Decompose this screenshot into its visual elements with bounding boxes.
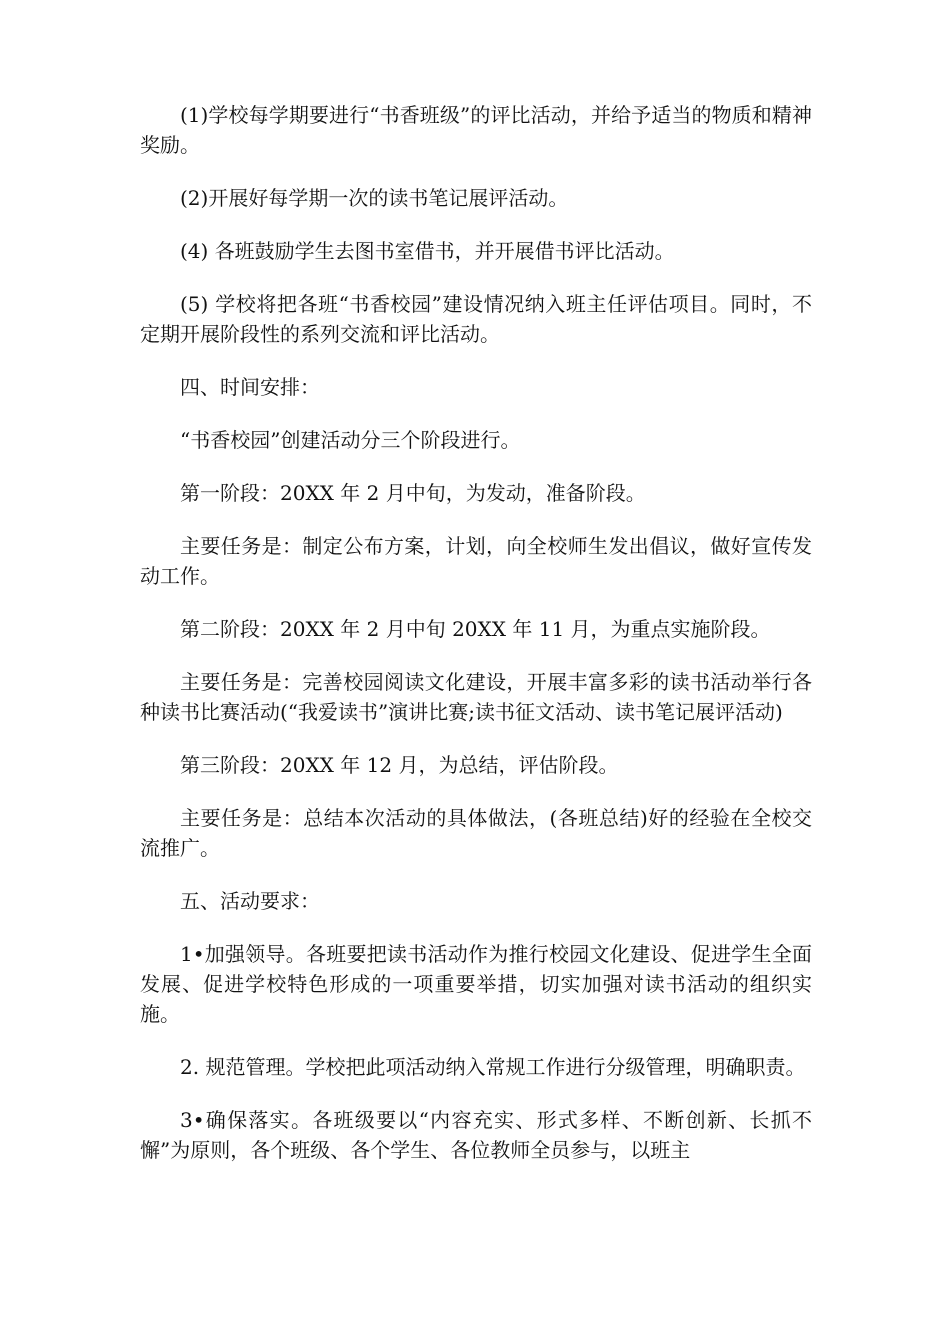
paragraph-evaluation-items: (5) 学校将把各班“书香校园”建设情况纳入班主任评估项目。同时，不定期开展阶段性的系列交流和评比活动。 (140, 292, 812, 346)
paragraph-notes-exhibition: (2)开展好每学期一次的读书笔记展评活动。 (180, 186, 569, 210)
paragraph-stage-two: 第二阶段：20XX 年 2 月中旬 20XX 年 11 月，为重点实施阶段。 (180, 617, 771, 641)
paragraph-library-borrowing: (4) 各班鼓励学生去图书室借书，并开展借书评比活动。 (180, 239, 675, 263)
paragraph-three-stages: “书香校园”创建活动分三个阶段进行。 (180, 428, 521, 452)
paragraph-stage-three-tasks: 主要任务是：总结本次活动的具体做法，(各班总结)好的经验在全校交流推广。 (140, 806, 812, 860)
section-heading-requirements: 五、活动要求： (180, 889, 320, 913)
paragraph-requirement-leadership: 1•加强领导。各班要把读书活动作为推行校园文化建设、促进学生全面发展、促进学校特色形成的一项重要举措，切实加强对读书活动的组织实施。 (140, 942, 812, 1026)
paragraph-stage-two-tasks: 主要任务是：完善校园阅读文化建设，开展丰富多彩的读书活动举行各种读书比赛活动(“我爱读书”演讲比赛;读书征文活动、读书笔记展评活动) (140, 670, 812, 724)
paragraph-stage-one: 第一阶段：20XX 年 2 月中旬，为发动，准备阶段。 (180, 481, 646, 505)
paragraph-requirement-management: 2. 规范管理。学校把此项活动纳入常规工作进行分级管理，明确职责。 (180, 1055, 806, 1079)
paragraph-stage-one-tasks: 主要任务是：制定公布方案，计划，向全校师生发出倡议，做好宣传发动工作。 (140, 534, 812, 588)
paragraph-stage-three: 第三阶段：20XX 年 12 月，为总结，评估阶段。 (180, 753, 619, 777)
document-body (140, 100, 812, 1188)
paragraph-class-reading-award: (1)学校每学期要进行“书香班级”的评比活动，并给予适当的物质和精神奖励。 (140, 103, 812, 157)
paragraph-requirement-implementation: 3•确保落实。各班级要以“内容充实、形式多样、不断创新、长抓不懈”为原则，各个班级、各个学生、各位教师全员参与，以班主 (140, 1108, 812, 1162)
section-heading-schedule: 四、时间安排： (180, 375, 320, 399)
